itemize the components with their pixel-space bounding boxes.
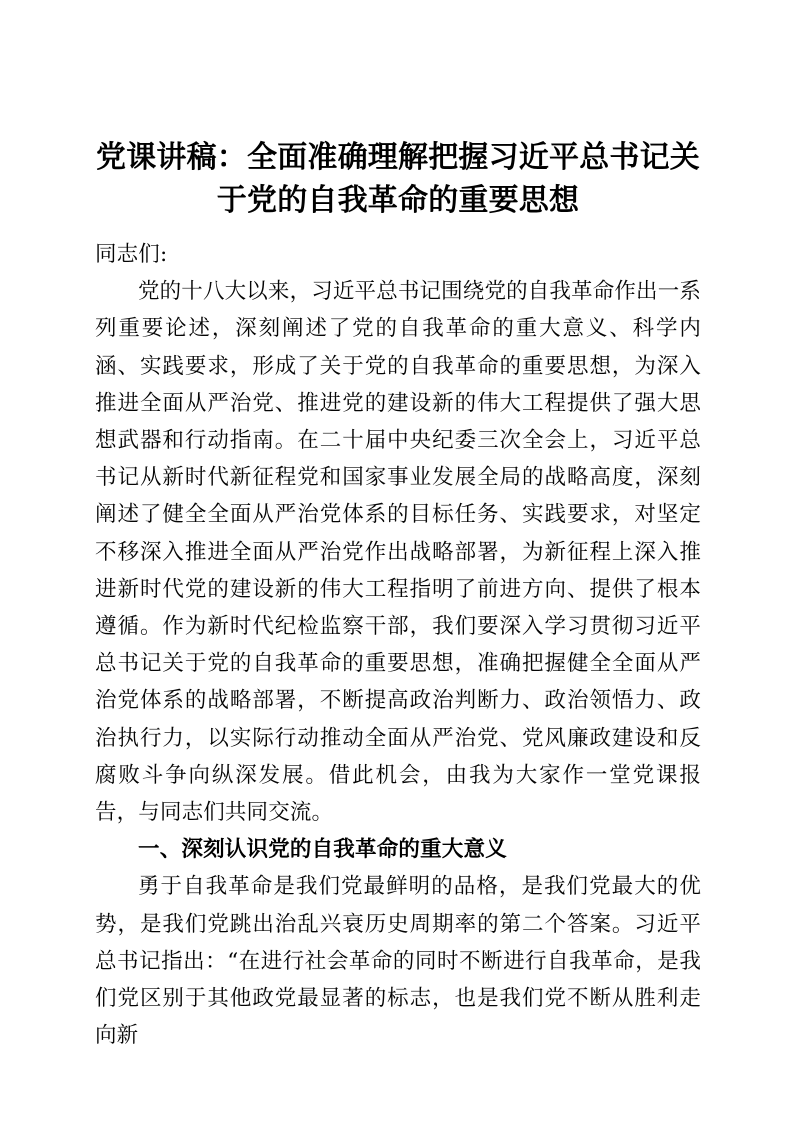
page-title-line-2: 于党的自我革命的重要思想 [216,184,580,217]
document-body [95,136,701,1054]
paragraph-2: 勇于自我革命是我们党最鲜明的品格，是我们党最大的优势，是我们党跳出治乱兴衰历史周期率的第二个答案。习近平总书记指出：“在进行社会革命的同时不断进行自我革命，是我们党区别于其他政党最显著的标志，也是我们党不断从胜利走向新 [95,874,701,1049]
page-title [95,136,701,222]
salutation: 同志们: [95,242,168,267]
section-heading-1: 一、深刻认识党的自我革命的重大意义 [138,837,507,862]
paragraph-1: 党的十八大以来，习近平总书记围绕党的自我革命作出一系列重要论述，深刻阐述了党的自我革命的重大意义、科学内涵、实践要求，形成了关于党的自我革命的重要思想，为深入推进全面从严治党、推进党的建设新的伟大工程提供了强大思想武器和行动指南。在二十届中央纪委三次全会上，习近平总书记从新时代新征程党和国家事业发展全局的战略高度，深刻阐述了健全全面从严治党体系的目标任务、实践要求，对坚定不移深入推进全面从严治党作出战略部署，为新征程上深入推进新时代党的建设新的伟大工程指明了前进方向、提供了根本遵循。作为新时代纪检监察干部，我们要深入学习贯彻习近平总书记关于党的自我革命的重要思想，准确把握健全全面从严治党体系的战略部署，不断提高政治判断力、政治领悟力、政治执行力，以实际行动推动全面从严治党、党风廉政建设和反腐败斗争向纵深发展。借此机会，由我为大家作一堂党课报告，与同志们共同交流。 [95,279,701,826]
page-title-line-1: 党课讲稿：全面准确理解把握习近平总书记关 [96,141,700,174]
